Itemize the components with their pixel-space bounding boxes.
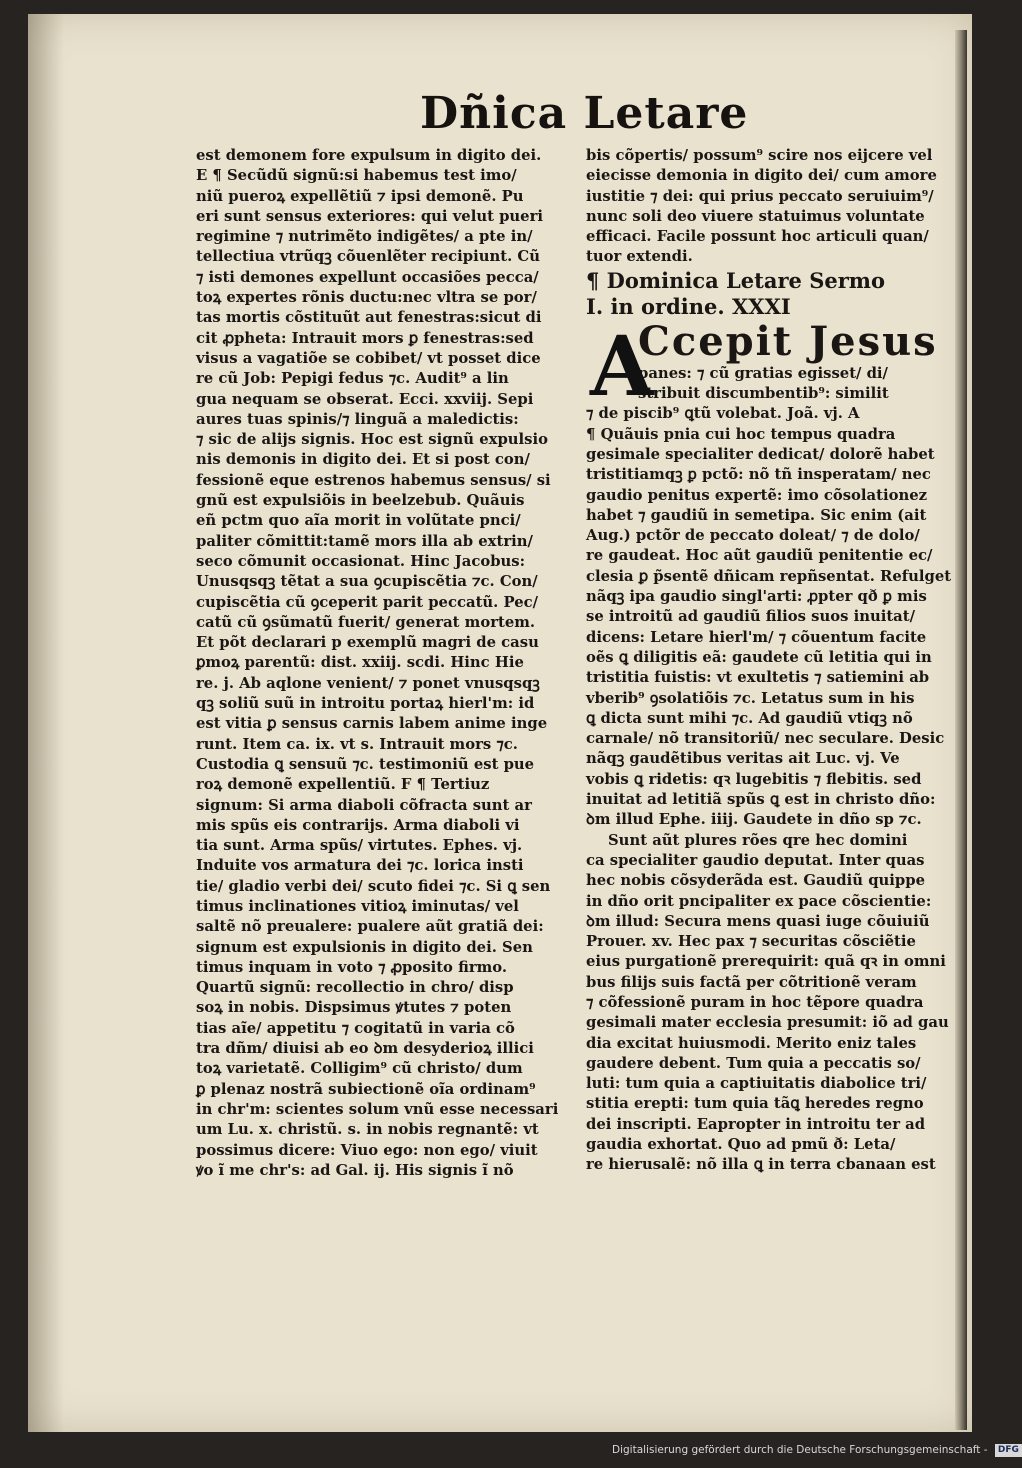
text-line: vobis ꝗ ridetis: qꝛ lugebitis ⁊ flebitis. sed — [586, 770, 922, 788]
text-line: Custodia ꝗ sensuũ ⁊c. testimoniũ est pue — [196, 755, 535, 773]
text-line: tas mortis cõstituũt aut fenestras:sicut di — [196, 309, 542, 327]
text-line: cupiscẽtia cũ ꝯceperit parit peccatũ. Pec/ — [196, 593, 539, 611]
text-line: tristitia fuistis: vt exultetis ⁊ satiemini ab — [586, 669, 930, 687]
text-line: re. j. Ab aqlone venient/ ⁊ ponet vnusqsqꝫ — [196, 674, 540, 692]
text-line: ꝑmoꝝ parentũ: dist. xxiij. scdi. Hinc Hie — [196, 654, 524, 672]
text-line: aures tuas spinis/⁊ linguã a maledictis: — [196, 410, 519, 428]
text-line: tellectiua vtrũqꝫ cõuenlẽter recipiunt. Cũ — [196, 248, 540, 266]
text-line: nãqꝫ gaudẽtibus veritas ait Luc. vj. Ve — [586, 750, 900, 768]
right-column-body — [586, 364, 958, 831]
text-line: vberib⁹ ꝯsolatiõis ⁊c. Letatus sum in his — [586, 689, 915, 707]
text-line: paliter cõmittit:tamẽ mors illa ab extrin/ — [196, 532, 533, 550]
text-line: luti: tum quia a captiuitatis diabolice tri/ — [586, 1075, 927, 1093]
text-line: nãqꝫ ipa gaudio singl'arti: ꝓpter qð ꝑ mis — [586, 588, 927, 606]
text-line: signum: Si arma diaboli cõfracta sunt ar — [196, 796, 532, 814]
right-text-column — [586, 146, 958, 1176]
text-line: toꝝ expertes rõnis ductu:nec vltra se por/ — [196, 289, 537, 307]
text-line: E ¶ Secũdũ signũ:si habemus test imo/ — [196, 167, 517, 185]
right-column-second-section — [586, 831, 958, 1176]
text-line: eñ pctm quo aĩa morit in volũtate pnci/ — [196, 512, 521, 530]
text-line: hec nobis cõsyderãda est. Gaudiũ quippe — [586, 872, 926, 890]
text-line: gesimali mater ecclesia presumit: iõ ad gau — [586, 1014, 949, 1032]
text-line: ⁊ sic de alijs signis. Hoc est signũ expulsio — [196, 431, 548, 449]
text-line: tie/ gladio verbi dei/ scuto fidei ⁊c. Si ꝗ sen — [196, 877, 551, 895]
text-line: re cũ Job: Pepigi fedus ⁊c. Audit⁹ a lin — [196, 370, 509, 388]
decorated-initial: A — [590, 318, 654, 415]
text-line: eiecisse demonia in digito dei/ cum amore — [586, 167, 937, 185]
dfg-logo: DFG — [995, 1444, 1022, 1457]
text-line: fessionẽ eque estrenos habemus sensus/ si — [196, 471, 551, 489]
text-line: Unusqsqꝫ tẽtat a sua ꝯcupiscẽtia ⁊c. Con/ — [196, 573, 538, 591]
text-line: in chr'm: scientes solum vnũ esse necessari — [196, 1100, 559, 1118]
text-line: est demonem fore expulsum in digito dei. — [196, 147, 542, 164]
text-line: regimine ⁊ nutrimẽto indigẽtes/ a pte in/ — [196, 228, 533, 246]
text-line: runt. Item ca. ix. vt s. Intrauit mors ⁊c. — [196, 735, 518, 753]
text-line: mis spũs eis contrarijs. Arma diaboli vi — [196, 816, 520, 834]
text-line: iustitie ⁊ dei: qui prius peccato seruiuim⁹/ — [586, 187, 934, 205]
sermon-opening — [586, 317, 958, 831]
text-line: visus a vagatiõe se cobibet/ vt posset dice — [196, 349, 541, 367]
text-line: toꝝ varietatẽ. Colligim⁹ cũ christo/ dum — [196, 1060, 523, 1078]
text-line: Aug.) pctõr de peccato doleat/ ⁊ de dolo/ — [586, 527, 920, 545]
text-line: gua nequam se obserat. Ecci. xxviij. Sepi — [196, 390, 534, 408]
text-line: gaudio penitus expertẽ: imo cõsolationez — [586, 486, 928, 504]
text-line: dia excitat huiusmodi. Merito eniz tales — [586, 1034, 917, 1052]
text-line: ꝟo ĩ me chr's: ad Gal. ij. His signis ĩ nõ — [196, 1161, 514, 1179]
page-gutter-shadow — [28, 14, 64, 1432]
text-line: dei inscripti. Eapropter in introitu ter ad — [586, 1115, 926, 1133]
text-line: Quartũ signũ: recollectio in chro/ disp — [196, 979, 514, 997]
text-line: est vitia ꝑ sensus carnis labem anime inge — [196, 715, 548, 733]
text-line: dicens: Letare hierl'm/ ⁊ cõuentum facite — [586, 628, 927, 646]
text-line: ꝺm illud: Secura mens quasi iuge cõuiuiũ — [586, 912, 930, 930]
text-line: ⁊ isti demones expellunt occasiões pecca/ — [196, 268, 539, 286]
right-column-continuation — [586, 146, 958, 268]
text-line: habet ⁊ gaudiũ in semetipa. Sic enim (ait — [586, 506, 927, 524]
text-line: um Lu. x. christũ. s. in nobis regnantẽ: vt — [196, 1121, 539, 1139]
text-line: roꝝ demonẽ expellentiũ. F ¶ Tertiuz — [196, 776, 490, 794]
text-line: timus inclinationes vitioꝝ iminutas/ vel — [196, 897, 519, 915]
text-line: niũ pueroꝝ expellẽtiũ ⁊ ipsi demonẽ. Pu — [196, 187, 524, 205]
text-line: tias aĩe/ appetitu ⁊ cogitatũ in varia cõ — [196, 1019, 515, 1037]
left-text-column — [196, 146, 574, 1181]
text-line: cit ꝓpheta: Intrauit mors ꝑ fenestras:sed — [196, 329, 534, 347]
text-line: Sunt aũt plures rões qre hec domini — [608, 831, 908, 849]
text-line: ꝗ dicta sunt mihi ⁊c. Ad gaudiũ vtiqꝫ nõ — [586, 709, 913, 727]
text-line: eius purgationẽ prerequirit: quã qꝛ in omni — [586, 953, 946, 971]
text-line: nunc soli deo viuere statuimus voluntate — [586, 207, 925, 225]
text-line: in dño orit pncipaliter ex pace cõscientie: — [586, 892, 932, 910]
text-line: seco cõmunit occasionat. Hinc Jacobus: — [196, 552, 526, 570]
text-line: gaudia exhortat. Quo ad pmũ ð: Leta/ — [586, 1136, 896, 1154]
text-line: stitia erepti: tum quia tãꝗ heredes regno — [586, 1095, 924, 1113]
text-line: tia sunt. Arma spũs/ virtutes. Ephes. vj. — [196, 837, 523, 855]
text-line: ⁊ cõfessionẽ puram in hoc tẽpore quadra — [586, 993, 924, 1011]
text-line: signum est expulsionis in digito dei. Sen — [196, 938, 533, 956]
text-line: gnũ est expulsiõis in beelzebub. Quãuis — [196, 492, 525, 510]
text-line: re hierusalẽ: nõ illa ꝗ in terra cbanaan est — [586, 1156, 936, 1174]
running-head: Dñica Letare — [420, 88, 749, 139]
text-line: clesia ꝑ p̃sentẽ dñicam repñsentat. Refulget — [586, 567, 952, 585]
sermon-heading-line1: ¶ Dominica Letare Sermo — [586, 267, 886, 293]
text-line: eri sunt sensus exteriores: qui velut pueri — [196, 207, 544, 225]
text-line: soꝝ in nobis. Dispsimus ꝟtutes ⁊ poten — [196, 999, 512, 1017]
text-line: inuitat ad letitiã spũs ꝗ est in christo dño: — [586, 791, 936, 809]
text-line: ⁊ de piscib⁹ ꝗtũ volebat. Joã. vj. A — [586, 405, 860, 423]
text-line: bis cõpertis/ possum⁹ scire nos eijcere vel — [586, 147, 933, 164]
text-line: se introitũ ad gaudiũ filios suos inuitat/ — [586, 608, 916, 626]
text-line: gesimale specialiter dedicat/ dolorẽ habet — [586, 445, 935, 463]
text-line: qꝫ soliũ suũ in introitu portaꝝ hierl'm: id — [196, 695, 535, 713]
text-line: bus filijs suis factã per cõtritionẽ veram — [586, 973, 917, 991]
text-line: tuor extendi. — [586, 248, 693, 266]
text-line: re gaudeat. Hoc aũt gaudiũ penitentie ec/ — [586, 547, 933, 565]
text-line: catũ cũ ꝯsũmatũ fuerit/ generat mortem. — [196, 613, 536, 631]
text-line: ꝺm illud Ephe. iiij. Gaudete in dño sp ⁊c. — [586, 811, 922, 829]
text-line: gaudere debent. Tum quia a peccatis so/ — [586, 1054, 921, 1072]
text-line: Prouer. xv. Hec pax ⁊ securitas cõsciẽtie — [586, 933, 916, 951]
text-line: ꝑ plenaz nostrã subiectionẽ oĩa ordinam⁹ — [196, 1080, 536, 1098]
text-line: ca specialiter gaudio deputat. Inter quas — [586, 851, 925, 869]
digitization-footer — [612, 1440, 1019, 1460]
text-line: Et põt declarari p exemplũ magri de casu — [196, 634, 539, 652]
text-line: tra dñm/ diuisi ab eo ꝺm desyderioꝝ illici — [196, 1040, 534, 1058]
text-line: panes: ⁊ cũ gratias egisset/ di/ — [638, 364, 888, 382]
text-line: ¶ Quãuis pnia cui hoc tempus quadra — [586, 425, 896, 443]
text-line: Induite vos armatura dei ⁊c. lorica insti — [196, 857, 524, 875]
footer-credit-text: Digitalisierung gefördert durch die Deutsche Forschungsgemeinschaft - — [612, 1444, 988, 1456]
incipit-text: Ccepit Jesus — [638, 317, 938, 365]
text-line: stribuit discumbentib⁹: similit — [638, 385, 889, 403]
text-line: timus inquam in voto ⁊ ꝓposito firmo. — [196, 958, 508, 976]
text-line: efficaci. Facile possunt hoc articuli quan/ — [586, 228, 929, 246]
sermon-heading-line2: I. in ordine. XXXI — [586, 293, 791, 319]
text-line: tristitiamqꝫ ꝑ pctõ: nõ tñ insperatam/ nec — [586, 466, 931, 484]
text-line: saltẽ nõ preualere: pualere aũt gratiã dei: — [196, 918, 544, 936]
text-line: carnale/ nõ transitoriũ/ nec seculare. Desic — [586, 730, 945, 748]
text-line: possimus dicere: Viuo ego: non ego/ viuit — [196, 1141, 538, 1159]
text-line: oẽs ꝗ diligitis eã: gaudete cũ letitia qui in — [586, 648, 932, 666]
text-line: nis demonis in digito dei. Et si post con/ — [196, 451, 530, 469]
